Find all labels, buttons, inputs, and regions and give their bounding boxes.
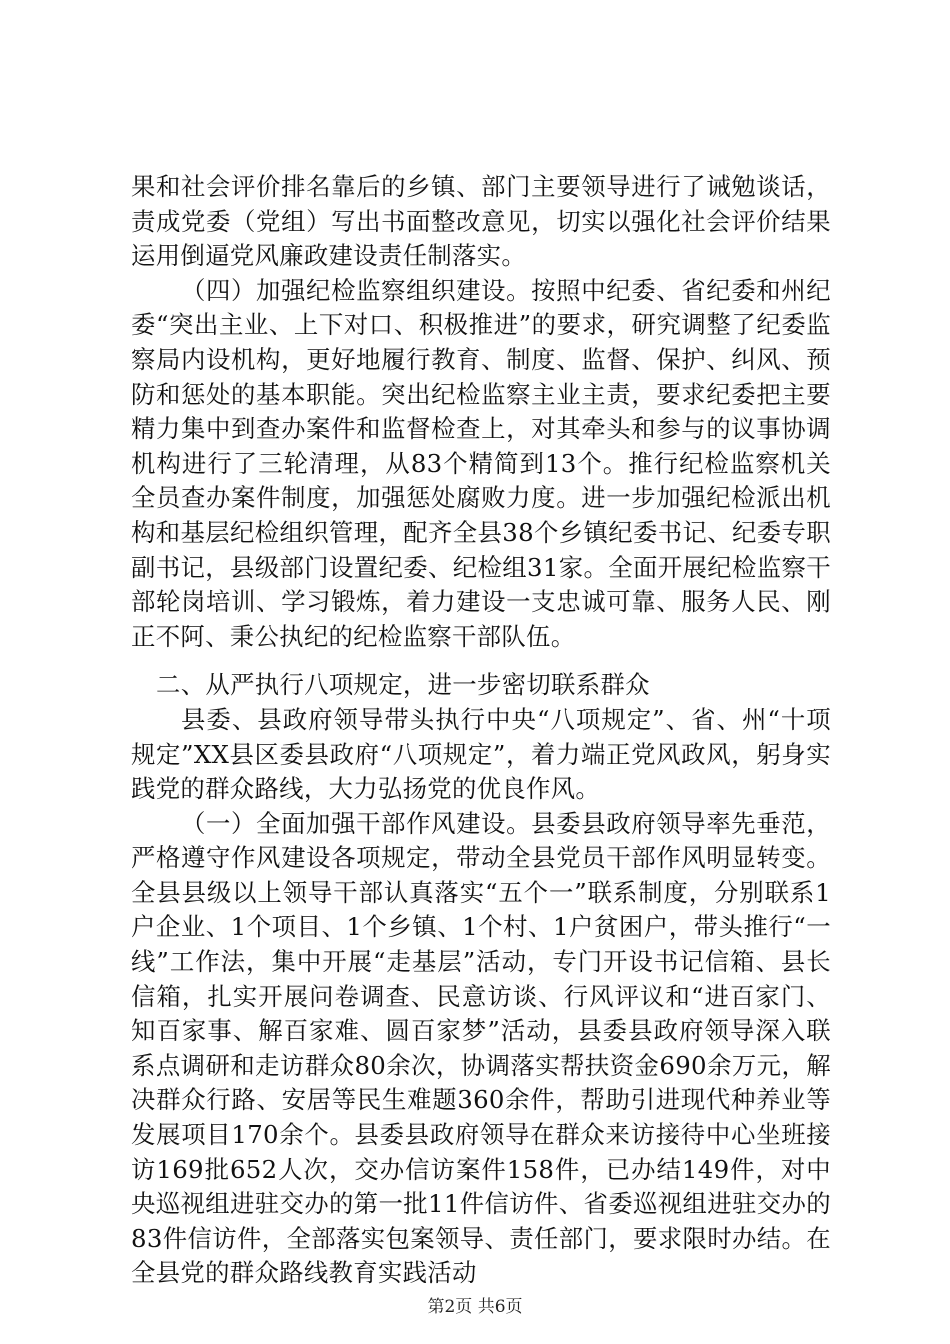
page-footer: 第2页 共6页 bbox=[427, 1297, 523, 1317]
paragraph-section-four: （四）加强纪检监察组织建设。按照中纪委、省纪委和州纪委“突出主业、上下对口、积极推进”的要求，研究调整了纪委监察局内设机构，更好地履行教育、制度、监督、保护、纠风、预防和惩处的基本职能。突出纪检监察主业主责，要求纪委把主要精力集中到查办案件和监督检查上，对其牵头和参与的议事协调机构进行了三轮清理，从83个精简到13个。推行纪检监察机关全员查办案件制度，加强惩处腐败力度。进一步加强纪检派出机构和基层纪检组织管理，配齐全县38个乡镇纪委书记、纪委专职副书记，县级部门设置纪委、纪检组31家。全面开展纪检监察干部轮岗培训、学习锻炼，着力建设一支忠诚可靠、服务人民、刚正不阿、秉公执纪的纪检监察干部队伍。 bbox=[131, 275, 831, 651]
document-body bbox=[131, 170, 831, 1291]
section-heading-two: 二、从严执行八项规定，进一步密切联系群众 bbox=[156, 670, 650, 700]
paragraph-section-two-one: （一）全面加强干部作风建设。县委县政府领导率先垂范，严格遵守作风建设各项规定，带动全县党员干部作风明显转变。全县县级以上领导干部认真落实“五个一”联系制度，分别联系1户企业、1个项目、1个乡镇、1个村、1户贫困户，带头推行“一线”工作法，集中开展“走基层”活动，专门开设书记信箱、县长信箱，扎实开展问卷调查、民意访谈、行风评议和“进百家门、知百家事、解百家难、圆百家梦”活动，县委县政府领导深入联系点调研和走访群众80余次，协调落实帮扶资金690余万元，解决群众行路、安居等民生难题360余件，帮助引进现代种养业等发展项目170余个。县委县政府领导在群众来访接待中心坐班接访169批652人次，交办信访案件158件，已办结149件，对中央巡视组进驻交办的第一批11件信访件、省委巡视组进驻交办的83件信访件，全部落实包案领导、责任部门，要求限时办结。在全县党的群众路线教育实践活动 bbox=[131, 808, 831, 1288]
paragraph-continuation: 果和社会评价排名靠后的乡镇、部门主要领导进行了诫勉谈话，责成党委（党组）写出书面整改意见，切实以强化社会评价结果运用倒逼党风廉政建设责任制落实。 bbox=[131, 172, 831, 271]
paragraph-section-two-intro: 县委、县政府领导带头执行中央“八项规定”、省、州“十项规定”XX县区委县政府“八项规定”，着力端正党风政风，躬身实践党的群众路线，大力弘扬党的优良作风。 bbox=[131, 704, 831, 804]
